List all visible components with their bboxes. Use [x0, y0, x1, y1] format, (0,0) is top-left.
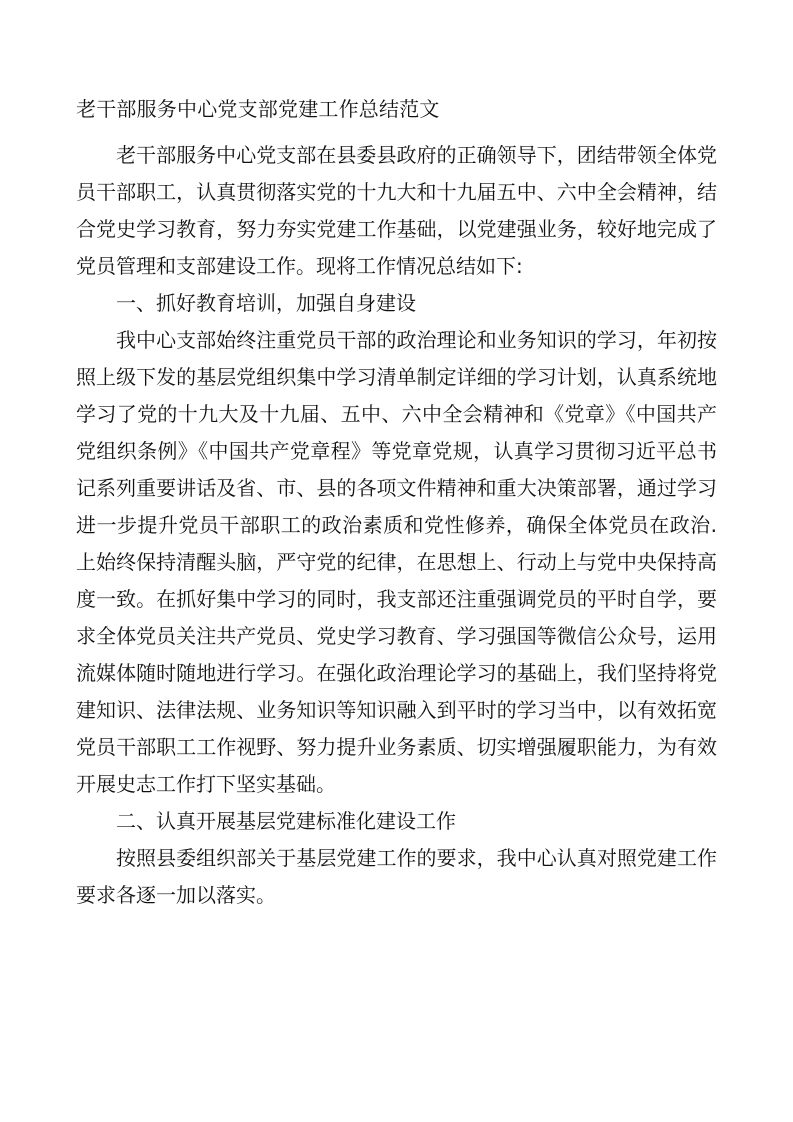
- section-heading-1: 一、抓好教育培训，加强自身建设: [116, 291, 416, 315]
- section-heading-2: 二、认真开展基层党建标准化建设工作: [116, 809, 456, 833]
- document-title: 老干部服务中心党支部党建工作总结范文: [76, 97, 440, 121]
- section-2-paragraph: 按照县委组织部关于基层党建工作的要求，我中心认真对照党建工作要求各逐一加以落实。: [76, 846, 717, 907]
- section-1-paragraph: 我中心支部始终注重党员干部的政治理论和业务知识的学习，年初按照上级下发的基层党组织集中学习清单制定详细的学习计划，认真系统地学习了党的十九大及十九届、五中、六中全会精神和《党章》《中国共产党组织条例》《中国共产党章程》等党章党规，认真学习贯彻习近平总书记系列重要讲话及省、市、县的各项文件精神和重大决策部署，通过学习进一步提升党员干部职工的政治素质和党性修养，确保全体党员在政治.上始终保持清醒头脑，严守党的纪律，在思想上、行动上与党中央保持高度一致。在抓好集中学习的同时，我支部还注重强调党员的平时自学，要求全体党员关注共产党员、党史学习教育、学习强国等微信公众号，运用流媒体随时随地进行学习。在强化政治理论学习的基础上，我们坚持将党建知识、法律法规、业务知识等知识融入到平时的学习当中，以有效拓宽党员干部职工工作视野、努力提升业务素质、切实增强履职能力，为有效开展史志工作打下坚实基础。: [76, 328, 717, 796]
- document-body: [76, 137, 717, 914]
- intro-paragraph: 老干部服务中心党支部在县委县政府的正确领导下，团结带领全体党员干部职工，认真贯彻落实党的十九大和十九届五中、六中全会精神，结合党史学习教育，努力夯实党建工作基础，以党建强业务，较好地完成了党员管理和支部建设工作。现将工作情况总结如下:: [76, 143, 717, 278]
